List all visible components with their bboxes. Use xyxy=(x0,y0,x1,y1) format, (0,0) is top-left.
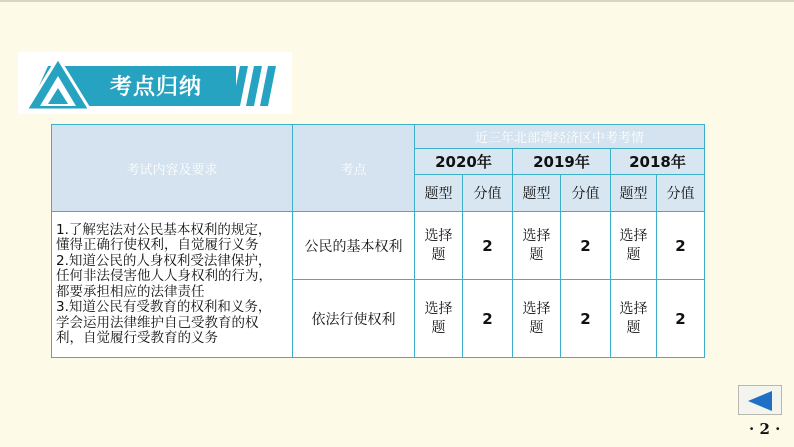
year-2019: 2019年 xyxy=(513,149,611,175)
content-line: 2.知道公民的人身权利受法律保护， xyxy=(56,252,272,269)
header-content: 考试内容及要求 xyxy=(52,125,293,212)
type-cell: 选择 题 xyxy=(611,212,657,280)
content-line: 学会运用法律维护自己受教育的权 xyxy=(56,314,259,331)
year-2018: 2018年 xyxy=(611,149,705,175)
content-line: 懂得正确行使权利，自觉履行义务 xyxy=(56,237,259,253)
type-cell: 选择 题 xyxy=(415,212,463,280)
type-cell: 选择 题 xyxy=(513,280,561,358)
score-cell: 2 xyxy=(657,280,705,358)
score-cell: 2 xyxy=(561,280,611,358)
content-line: 3.知道公民有受教育的权利和义务， xyxy=(56,299,272,315)
content-line: 任何非法侵害他人人身权利的行为， xyxy=(56,268,272,284)
score-cell: 2 xyxy=(463,280,513,358)
sub-type-2019: 题型 xyxy=(513,175,561,212)
page-number: · 2 · xyxy=(749,420,781,438)
table-row xyxy=(52,212,705,280)
content-requirements xyxy=(52,212,293,358)
section-title: 考点归纳 xyxy=(110,75,203,100)
type-cell: 选择 题 xyxy=(513,212,561,280)
sub-type-2018: 题型 xyxy=(611,175,657,212)
sub-score-2018: 分值 xyxy=(657,175,705,212)
sub-type-2020: 题型 xyxy=(415,175,463,212)
sub-score-2020: 分值 xyxy=(463,175,513,212)
score-cell: 2 xyxy=(657,212,705,280)
header-recent: 近三年北部湾经济区中考考情 xyxy=(415,125,705,149)
top-border xyxy=(0,0,794,2)
header-point: 考点 xyxy=(293,125,415,212)
year-2020: 2020年 xyxy=(415,149,513,175)
score-cell: 2 xyxy=(561,212,611,280)
section-header xyxy=(18,52,292,114)
content-line: 都要承担相应的法律责任 xyxy=(56,283,205,300)
type-cell: 选择 题 xyxy=(415,280,463,358)
point-exercise-rights: 依法行使权利 xyxy=(293,280,415,358)
content-line: 利，自觉履行受教育的义务 xyxy=(56,330,218,346)
point-basic-rights: 公民的基本权利 xyxy=(293,212,415,280)
type-cell: 选择 题 xyxy=(611,280,657,358)
exam-table xyxy=(51,124,705,358)
sub-score-2019: 分值 xyxy=(561,175,611,212)
back-button[interactable] xyxy=(738,385,782,415)
triangle-left-icon xyxy=(739,386,783,416)
content-line: 1.了解宪法对公民基本权利的规定， xyxy=(56,221,272,238)
score-cell: 2 xyxy=(463,212,513,280)
